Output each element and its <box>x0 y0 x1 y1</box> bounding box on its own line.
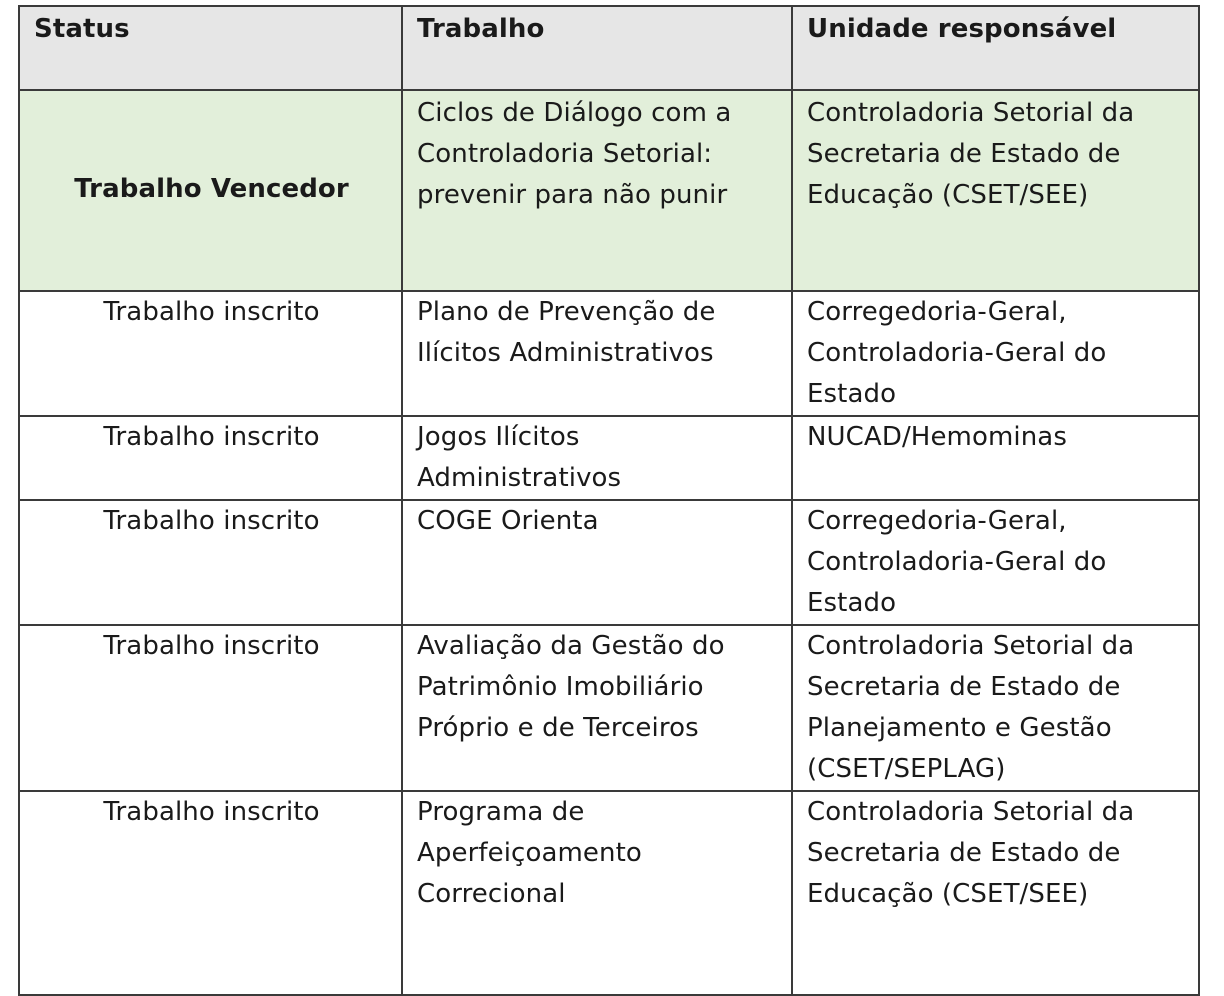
status-cell <box>19 500 402 625</box>
header-work: Trabalho <box>402 6 792 90</box>
work-cell <box>402 791 792 995</box>
unit-name: Controladoria Setorial da Secretaria de Estado de Educação (CSET/SEE) <box>807 98 1135 210</box>
unit-cell <box>792 625 1199 791</box>
table-row <box>19 500 1199 625</box>
status-cell <box>19 90 402 291</box>
header-unit: Unidade responsável <box>792 6 1199 90</box>
unit-name: Controladoria Setorial da Secretaria de Estado de Planejamento e Gestão (CSET/SEPLAG) <box>807 631 1135 784</box>
unit-cell <box>792 416 1199 500</box>
status-label: Trabalho Vencedor <box>74 174 349 204</box>
header-row <box>19 6 1199 90</box>
unit-name: NUCAD/Hemominas <box>807 422 1067 452</box>
work-title: Programa de Aperfeiçoamento Correcional <box>417 797 642 909</box>
status-label: Trabalho inscrito <box>103 631 320 661</box>
status-label: Trabalho inscrito <box>103 797 320 827</box>
status-cell <box>19 291 402 416</box>
status-label: Trabalho inscrito <box>103 506 320 536</box>
work-title: Avaliação da Gestão do Patrimônio Imobiliário Próprio e de Terceiros <box>417 631 725 743</box>
status-cell <box>19 791 402 995</box>
work-title: COGE Orienta <box>417 506 599 536</box>
work-title: Ciclos de Diálogo com a Controladoria Setorial: prevenir para não punir <box>417 98 732 210</box>
table-header <box>19 6 1199 90</box>
table-row <box>19 416 1199 500</box>
table-row <box>19 291 1199 416</box>
work-cell <box>402 90 792 291</box>
works-table <box>18 5 1200 996</box>
status-cell <box>19 416 402 500</box>
unit-name: Corregedoria-Geral, Controladoria-Geral do Estado <box>807 506 1107 618</box>
header-status: Status <box>19 6 402 90</box>
unit-name: Corregedoria-Geral, Controladoria-Geral do Estado <box>807 297 1107 409</box>
work-title: Jogos Ilícitos Administrativos <box>417 422 622 493</box>
work-cell <box>402 500 792 625</box>
work-cell <box>402 291 792 416</box>
unit-name: Controladoria Setorial da Secretaria de Estado de Educação (CSET/SEE) <box>807 797 1135 909</box>
unit-cell <box>792 291 1199 416</box>
table-row-winner <box>19 90 1199 291</box>
unit-cell <box>792 791 1199 995</box>
table-row <box>19 791 1199 995</box>
table-body <box>19 90 1199 995</box>
table-row <box>19 625 1199 791</box>
work-cell <box>402 625 792 791</box>
status-cell <box>19 625 402 791</box>
unit-cell <box>792 90 1199 291</box>
status-label: Trabalho inscrito <box>103 422 320 452</box>
status-label: Trabalho inscrito <box>103 297 320 327</box>
work-cell <box>402 416 792 500</box>
work-title: Plano de Prevenção de Ilícitos Administrativos <box>417 297 716 368</box>
unit-cell <box>792 500 1199 625</box>
